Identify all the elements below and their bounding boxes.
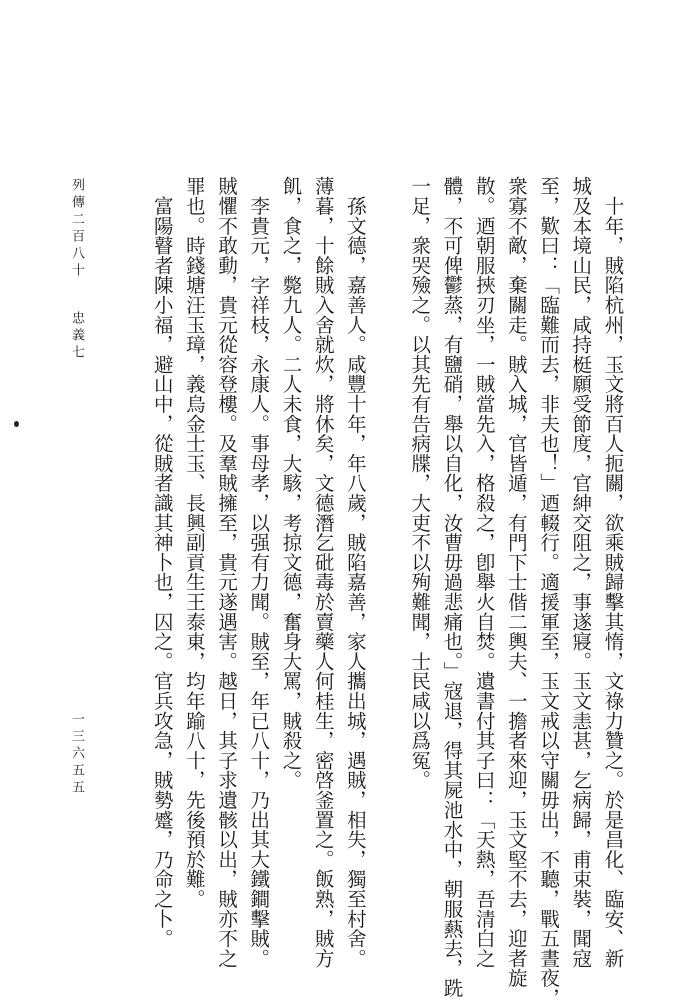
text-column: 散。迺朝服挾刃坐，一賊當先入，格殺之，卽舉火自焚。遺書付其子曰：「天熱，吾清白之 [472, 176, 496, 968]
text-column: 衆寡不敵，棄關走。賊入城，官皆遁，有門下士偕二輿夫、一擔者來迎，玉文堅不去，迎者旋 [504, 176, 528, 988]
running-header-section: 忠義七 [69, 311, 84, 362]
text-column: 富陽瞽者陳小福，避山中，從賊者識其神卜也，囚之。官兵攻急，賊勢蹙，乃命之卜。 [150, 176, 174, 949]
text-column: 罪也。時錢塘汪玉璋，義烏金士玉、長興副貢生王泰東，均年踰八十，先後預於難。 [182, 176, 206, 909]
running-header-book: 列傳二百八十 [69, 178, 84, 280]
text-column: 薄暮，十餘賊入舍就炊，將休矣，文德潛乞砒毒於賣藥人何桂生，密啓釜置之。飯熟，賊方 [311, 176, 335, 968]
text-column: 孫文德，嘉善人。咸豐十年，年八歲，賊陷嘉善，家人攜出城，遇賊，相失，獨至村舍。 [343, 176, 367, 968]
text-column: 李貴元，字祥枝，永康人。事母孝，以强有力聞。賊至，年已八十，乃出其大鐵鐧擊賊。 [247, 176, 271, 968]
text-column: 一足，衆哭殮之。以其先有告病牒，大吏不以殉難聞，士民咸以爲冤。 [408, 176, 432, 790]
text-column: 十年，賊陷杭州，玉文將百人扼關，欲乘賊歸擊其惰，文祿力贊之。於是昌化、臨安、新 [601, 176, 625, 968]
margin-mark [14, 421, 19, 427]
text-column: 至，歎曰：「臨難而去，非夫也！」迺輟行。適援軍至，玉文戒以守關毋出，不聽，戰五晝夜， [537, 176, 561, 1008]
page-number: 一三六五五 [69, 712, 84, 797]
text-column: 賊懼不敢動，貴元從容登樓。及羣賊擁至，貴元遂遇害。越日，其子求遺骸以出，賊亦不之 [215, 176, 239, 968]
text-column: 體，不可俾鬱蒸，有鹽硝，舉以自化，汝曹毋過悲痛也。」寇退，得其屍池水中，朝服爇去，跣 [440, 176, 464, 998]
text-column: 城及本境山民，咸持梃願受節度，官紳交阻之，事遂寢。玉文恚甚，乞病歸，甫束裝，聞寇 [569, 176, 593, 968]
text-column: 飢，食之，斃九人。二人未食，大駭，考掠文德，奮身大罵，賊殺之。 [279, 176, 303, 790]
